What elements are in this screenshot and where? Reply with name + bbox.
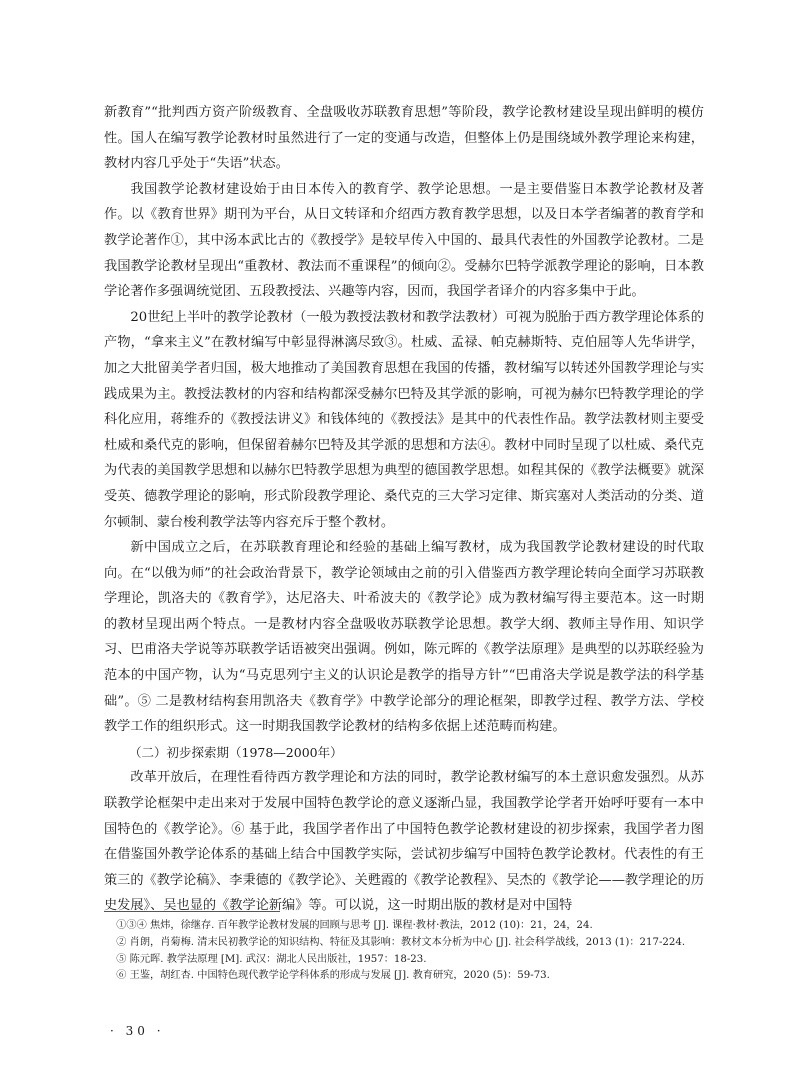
footnotes: [104, 918, 704, 985]
paragraph-japanese-origin: 我国教学论教材建设始于由日本传入的教育学、教学论思想。一是主要借鉴日本教学论教材及著作。以《教育世界》期刊为平台，从日文转译和介绍西方教育教学思想，以及日本学者编著的教育学和教学论著作①，其中汤本武比古的《教授学》是较早传入中国的、最具代表性的外国教学论教材。二是我国教学论教材呈现出“重教材、教法而不重课程”的倾向②。受赫尔巴特学派教学理论的影响，日本教学论著作多强调统觉团、五段教授法、兴趣等内容，因而，我国学者译介的内容多集中于此。: [104, 181, 704, 300]
body-text: [104, 100, 704, 919]
footnote: ①③④ 焦炜，徐继存. 百年教学论教材发展的回顾与思考 [J]. 课程·教材·教法，2012 (10)：21，24，24.: [116, 920, 593, 931]
paragraph-new-china: 新中国成立之后，在苏联教育理论和经验的基础上编写教材，成为我国教学论教材建设的时代取向。在“以俄为师”的社会政治背景下，教学论领域由之前的引入借鉴西方教学理论转向全面学习苏联教学理论，凯洛夫的《教育学》，达尼洛夫、叶希波夫的《教学论》成为教材编写得主要范本。这一时期的教材呈现出两个特点。一是教材内容全盘吸收苏联教学论思想。教学大纲、教师主导作用、知识学习、巴甫洛夫学说等苏联教学话语被突出强调。例如，陈元晖的《教学法原理》是典型的以苏联经验为范本的中国产物，认为“马克思列宁主义的认识论是教学的指导方针”“巴甫洛夫学说是教学法的科学基础”。⑤ 二是教材结构套用凯洛夫《教育学》中教学论部分的理论框架，即教学过程、教学方法、学校教学工作的组织形式。这一时期我国教学论教材的结构多依据上述范畴而构建。: [104, 540, 704, 735]
footnote-divider: [104, 911, 280, 912]
paragraph-early-20th-century: 20世纪上半叶的教学论教材（一般为教授法教材和教学法教材）可视为脱胎于西方教学理论体系的产物，“拿来主义”在教材编写中彰显得淋漓尽致③。杜威、孟禄、帕克赫斯特、克伯屈等人先华讲学，加之大批留美学者归国，极大地推动了美国教育思想在我国的传播，教材编写以转述外国教学理论与实践成果为主。教授法教材的内容和结构都深受赫尔巴特及其学派的影响，可视为赫尔巴特教学理论的学科化应用，蒋维乔的《教授法讲义》和钱体纯的《教授法》是其中的代表性作品。教学法教材则主要受杜威和桑代克的影响，但保留着赫尔巴特及其学派的思想和方法④。教材中同时呈现了以杜威、桑代克为代表的美国教学思想和以赫尔巴特教学思想为典型的德国教学思想。如程其保的《教学法概要》就深受英、德教学理论的影响，形式阶段教学理论、桑代克的三大学习定律、斯宾塞对人类活动的分类、道尔顿制、蒙台梭利教学法等内容充斥于整个教材。: [104, 309, 704, 530]
section-heading: （二）初步探索期（1978—2000年）: [129, 744, 343, 760]
footnote: ② 肖朗，肖菊梅. 清末民初教学论的知识结构、特征及其影响：教材文本分析为中心 [J]. 社会科学战线，2013 (1)：217-224.: [116, 936, 686, 948]
paragraph-reform-era: 改革开放后，在理性看待西方教学理论和方法的同时，教学论教材编写的本土意识愈发强烈。从苏联教学论框架中走出来对于发展中国特色教学论的意义逐渐凸显，我国教学论学者开始呼吁要有一本中国特色的《教学论》。⑥ 基于此，我国学者作出了中国特色教学论教材建设的初步探索，我国学者力图在借鉴国外教学论体系的基础上结合中国教学实际，尝试初步编写中国特色教学论教材。代表性的有王策三的《教学论稿》、李秉德的《教学论》、关甦霞的《教学论教程》、吴杰的《教学论——教学理论的历史发展》、吴也显的《教学论新编》等。可以说，这一时期出版的教材是对中国特: [104, 770, 705, 914]
footnote: ⑤ 陈元晖. 教学法原理 [M]. 武汉：湖北人民出版社，1957：18-23.: [116, 953, 427, 965]
paragraph-continued: 新教育”“批判西方资产阶级教育、全盘吸收苏联教育思想”等阶段，教学论教材建设呈现出鲜明的模仿性。国人在编写教学论教材时虽然进行了一定的变通与改造，但整体上仍是围绕域外教学理论来构建，教材内容几乎处于“失语”状态。: [104, 105, 704, 172]
page-number: · 30 ·: [110, 1024, 165, 1038]
footnote: ⑥ 王鉴，胡红杏. 中国特色现代教学论学科体系的形成与发展 [J]. 教育研究，2020 (5)：59-73.: [116, 970, 550, 982]
